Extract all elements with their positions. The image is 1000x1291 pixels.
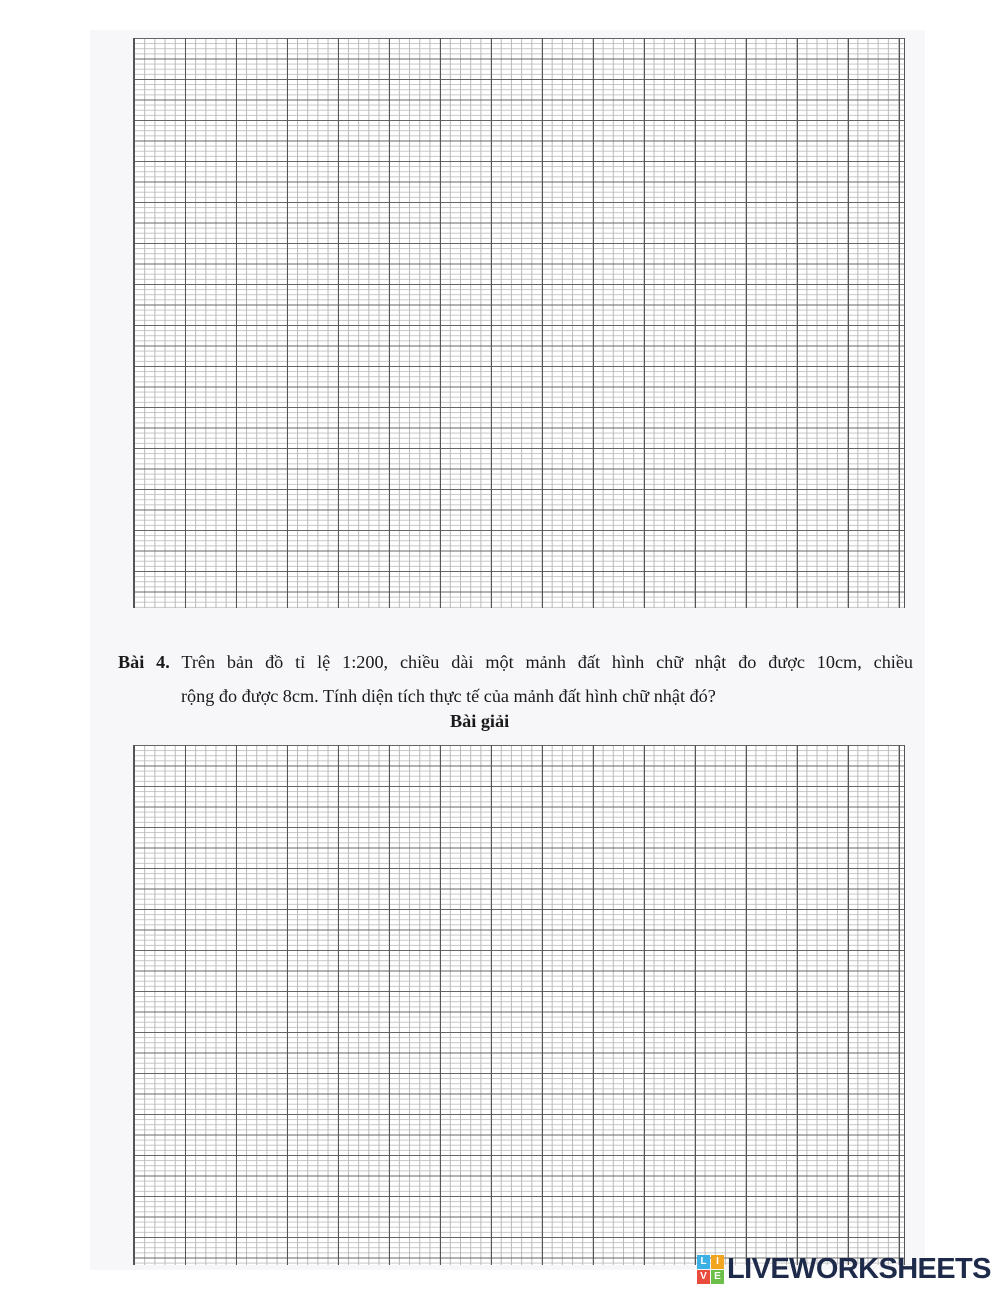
logo-mark-letter: E bbox=[711, 1270, 724, 1284]
exercise-line-1 bbox=[118, 645, 913, 679]
answer-grid-top[interactable] bbox=[133, 38, 905, 608]
exercise-4 bbox=[118, 645, 913, 713]
logo-wordmark: LIVEWORKSHEETS bbox=[727, 1252, 991, 1285]
liveworksheets-logo bbox=[697, 1253, 991, 1285]
logo-mark-letter: V bbox=[697, 1270, 710, 1284]
logo-mark-letter: I bbox=[711, 1255, 724, 1269]
exercise-text-line-1: Trên bản đồ tỉ lệ 1:200, chiều dài một mảnh đất hình chữ nhật đo được 10cm, chiều bbox=[181, 652, 914, 672]
logo-mark-letter: L bbox=[697, 1255, 710, 1269]
solution-heading: Bài giải bbox=[450, 711, 510, 731]
exercise-label: Bài 4. bbox=[118, 652, 170, 672]
liveworksheets-logo-icon bbox=[697, 1255, 724, 1284]
answer-grid-bottom[interactable] bbox=[133, 745, 905, 1265]
exercise-text-line-2: rộng đo được 8cm. Tính diện tích thực tế của mảnh đất hình chữ nhật đó? bbox=[181, 686, 716, 706]
